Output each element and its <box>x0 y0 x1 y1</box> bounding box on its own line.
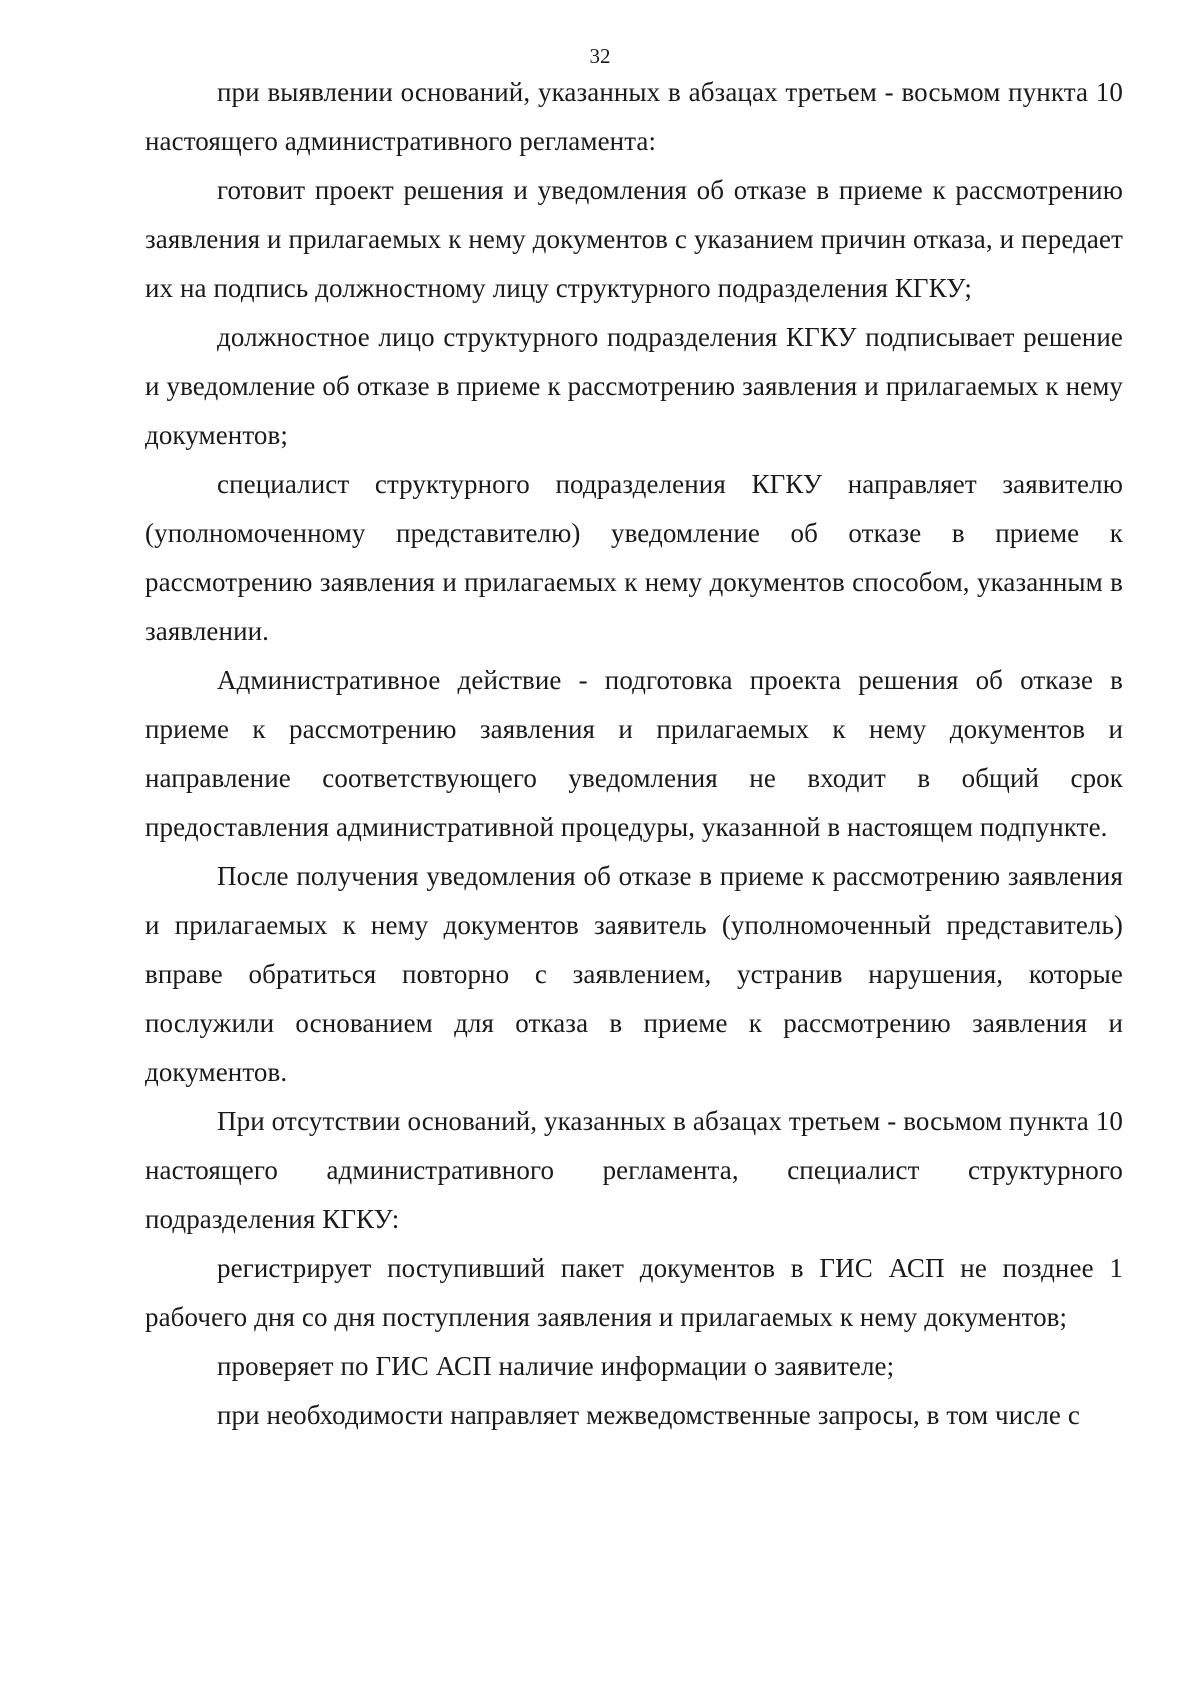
paragraph-1: при выявлении оснований, указанных в абзацах третьем - восьмом пункта 10 настоящего административного регламента: <box>145 77 1123 156</box>
paragraph-8: регистрирует поступивший пакет документов в ГИС АСП не позднее 1 рабочего дня со дня поступления заявления и прилагаемых к нему документов; <box>145 1253 1123 1332</box>
paragraph-3: должностное лицо структурного подразделения КГКУ подписывает решение и уведомление об отказе в приеме к рассмотрению заявления и прилагаемых к нему документов; <box>145 322 1123 450</box>
paragraph-2: готовит проект решения и уведомления об отказе в приеме к рассмотрению заявления и прилагаемых к нему документов с указанием причин отказа, и передает их на подпись должностному лицу структурного подразделения КГКУ; <box>145 175 1123 303</box>
page-number: 32 <box>589 44 611 68</box>
paragraph-10: при необходимости направляет межведомственные запросы, в том числе с <box>217 1400 1080 1430</box>
paragraph-7: При отсутствии оснований, указанных в абзацах третьем - восьмом пункта 10 настоящего административного регламента, специалист структурного подразделения КГКУ: <box>145 1106 1123 1234</box>
document-body <box>145 68 1123 1440</box>
paragraph-6: После получения уведомления об отказе в приеме к рассмотрению заявления и прилагаемых к нему документов заявитель (уполномоченный представитель) вправе обратиться повторно с заявлением, устранив нарушения, которые послужили основанием для отказа в приеме к рассмотрению заявления и документов. <box>145 861 1123 1087</box>
paragraph-9: проверяет по ГИС АСП наличие информации о заявителе; <box>217 1351 895 1381</box>
paragraph-4: специалист структурного подразделения КГКУ направляет заявителю (уполномоченному представителю) уведомление об отказе в приеме к рассмотрению заявления и прилагаемых к нему документов способом, указанным в заявлении. <box>145 469 1123 646</box>
paragraph-5: Административное действие - подготовка проекта решения об отказе в приеме к рассмотрению заявления и прилагаемых к нему документов и направление соответствующего уведомления не входит в общий срок предоставления административной процедуры, указанной в настоящем подпункте. <box>145 665 1123 842</box>
